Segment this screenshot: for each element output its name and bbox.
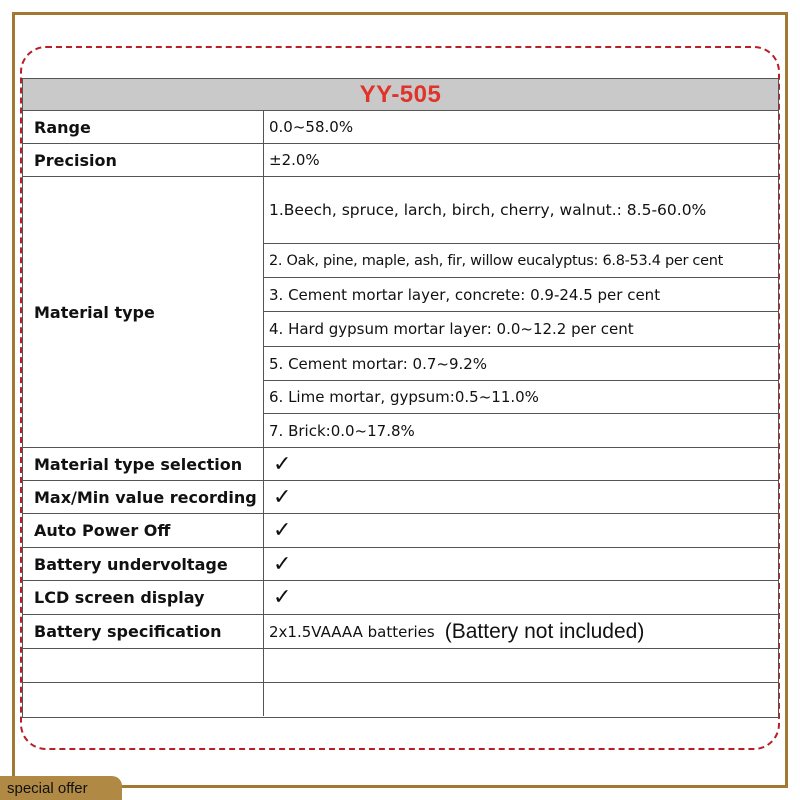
empty-cell: [23, 649, 264, 683]
checkmark-icon: ✓: [273, 451, 292, 477]
battery-spec-label: Battery specification: [23, 615, 264, 649]
material-item: 4. Hard gypsum mortar layer: 0.0~12.2 per cent: [264, 312, 778, 347]
checkmark-icon: ✓: [273, 518, 292, 543]
maxmin-label: Max/Min value recording: [23, 481, 264, 514]
battery-spec-value: 2x1.5VAAAA batteries: [269, 622, 435, 641]
auto-power-off-cell: [264, 514, 778, 548]
checkmark-icon: ✓: [273, 484, 292, 510]
range-value: 0.0~58.0%: [264, 111, 778, 144]
special-offer-badge: special offer: [0, 776, 122, 800]
empty-cell: [264, 683, 778, 716]
empty-cell: [264, 649, 778, 683]
empty-cell: [23, 683, 264, 716]
material-item: 1.Beech, spruce, larch, birch, cherry, walnut.: 8.5-60.0%: [264, 177, 778, 244]
spec-table: [22, 78, 779, 718]
model-title: YY-505: [359, 80, 442, 108]
checkmark-icon: ✓: [273, 585, 292, 610]
material-item: 2. Oak, pine, maple, ash, fir, willow eucalyptus: 6.8-53.4 per cent: [264, 244, 778, 278]
undervoltage-cell: [264, 548, 778, 581]
lcd-display-cell: [264, 581, 778, 615]
auto-power-off-label: Auto Power Off: [23, 514, 264, 548]
maxmin-cell: [264, 481, 778, 514]
battery-note: (Battery not included): [444, 619, 645, 643]
undervoltage-label: Battery undervoltage: [23, 548, 264, 581]
title-bar: [23, 79, 778, 111]
precision-label: Precision: [23, 144, 264, 177]
battery-spec-cell: [264, 615, 778, 649]
material-item: 3. Cement mortar layer, concrete: 0.9-24.5 per cent: [264, 278, 778, 312]
material-type-label: Material type: [23, 177, 264, 448]
material-item: 5. Cement mortar: 0.7~9.2%: [264, 347, 778, 381]
material-item: 6. Lime mortar, gypsum:0.5~11.0%: [264, 381, 778, 414]
range-label: Range: [23, 111, 264, 144]
precision-value: ±2.0%: [264, 144, 778, 177]
checkmark-icon: ✓: [273, 551, 292, 577]
material-selection-label: Material type selection: [23, 448, 264, 481]
lcd-display-label: LCD screen display: [23, 581, 264, 615]
material-item: 7. Brick:0.0~17.8%: [264, 414, 778, 448]
material-selection-cell: [264, 448, 778, 481]
